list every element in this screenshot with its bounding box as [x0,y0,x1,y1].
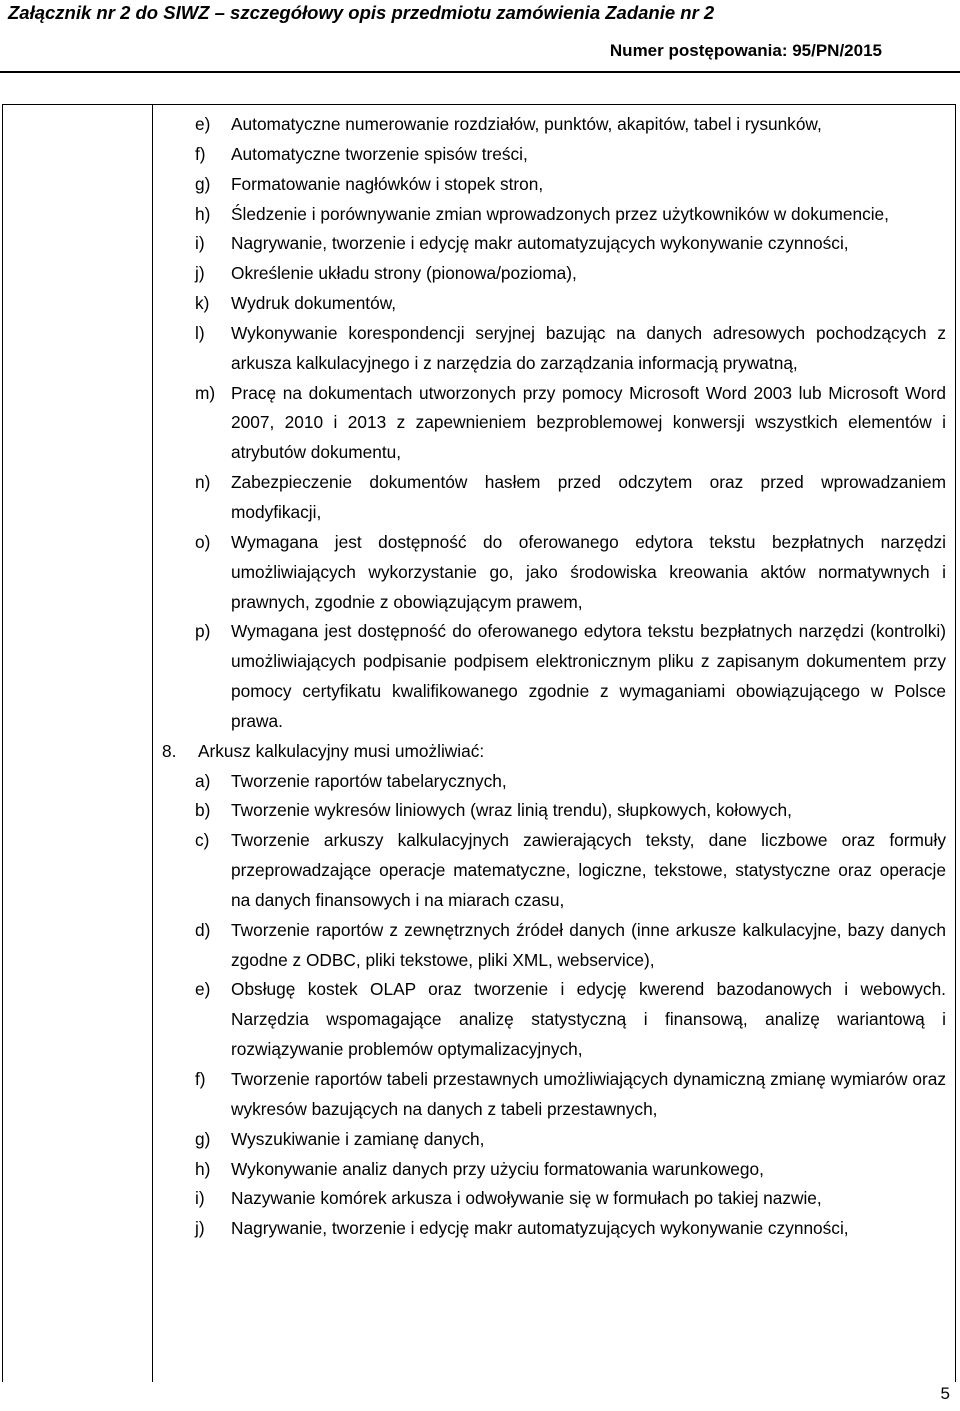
list-item-marker: h) [195,1158,211,1179]
list-item-text: Nagrywanie, tworzenie i edycję makr automatyzujących wykonywanie czynności, [231,1218,849,1239]
list-item [160,826,946,916]
list-item [160,975,946,1065]
list-item-text: Nagrywanie, tworzenie i edycję makr automatyzujących wykonywanie czynności, [231,233,849,254]
list-item-text: Wymagana jest dostępność do oferowanego edytora tekstu bezpłatnych narzędzi (kontrolki) umożliwiających podpisanie podpisem elektronicznym pliku z zapisanym dokumentem przy pomocy certyfikatu kwalifikowanego zgodnie z wymaganiami obowiązującego w Polsce prawa. [231,621,946,731]
list-item-text: Nazywanie komórek arkusza i odwoływanie się w formułach po takiej nazwie, [231,1188,822,1209]
list-item [160,110,946,140]
page-number: 5 [940,1384,950,1403]
list-item-marker: n) [195,472,211,493]
list-item-text: Wykonywanie analiz danych przy użyciu formatowania warunkowego, [231,1158,764,1179]
list-item-text: Tworzenie arkuszy kalkulacyjnych zawierających teksty, dane liczbowe oraz formuły przeprowadzające operacje matematyczne, logiczne, tekstowe, statystyczne oraz operacje na danych finansowych i na miarach czasu, [231,830,946,910]
list-item-marker: d) [195,919,211,940]
list-item-marker: k) [195,293,210,314]
list-item [160,1125,946,1155]
list-item [160,796,946,826]
section-heading [160,737,946,767]
header-rule [0,71,960,73]
list-item [160,767,946,797]
table-content-cell [160,110,946,1244]
procedure-number: Numer postępowania: 95/PN/2015 [609,41,882,60]
list-item-marker: o) [195,531,211,552]
list-item [160,916,946,976]
document-header-title: Załącznik nr 2 do SIWZ – szczegółowy opis przedmiotu zamówienia Zadanie nr 2 [8,2,715,23]
list-item-text: Tworzenie raportów tabeli przestawnych umożliwiających dynamiczną zmianę wymiarów oraz wykresów bazujących na danych z tabeli przestawnych, [231,1069,946,1119]
list-item-marker: l) [195,322,205,343]
list-item [160,259,946,289]
list-item-text: Wykonywanie korespondencji seryjnej bazując na danych adresowych pochodzących z arkusza kalkulacyjnego i z narzędzia do zarządzania informacją prywatną, [231,322,946,373]
list-item-marker: j) [195,1218,205,1239]
list-item-marker: i) [195,1188,205,1209]
list-item-text: Śledzenie i porównywanie zmian wprowadzonych przez użytkowników w dokumencie, [231,203,889,224]
section-marker: 8. [162,740,177,761]
table-column-divider [152,104,153,1382]
list-item-marker: e) [195,979,211,1000]
list-item [160,229,946,259]
list-item-marker: a) [195,770,211,791]
list-item-marker: m) [195,382,216,403]
list-item [160,140,946,170]
list-item-text: Wydruk dokumentów, [231,293,397,314]
list-item-marker: g) [195,1128,211,1149]
list-item-text: Automatyczne tworzenie spisów treści, [231,143,528,164]
list-item-marker: p) [195,621,211,642]
list-item-text: Wyszukiwanie i zamianę danych, [231,1128,485,1149]
list-item-text: Tworzenie raportów tabelarycznych, [231,770,507,791]
list-item-text: Pracę na dokumentach utworzonych przy pomocy Microsoft Word 2003 lub Microsoft Word 2007, 2010 i 2013 z zapewnieniem bezproblemowej konwersji wszystkich elementów i atrybutów dokumentu, [231,382,946,463]
list-item [160,289,946,319]
list-item [160,528,946,618]
list-item-marker: c) [195,830,210,851]
list-item-marker: f) [195,143,206,164]
list-item [160,170,946,200]
list-item-text: Określenie układu strony (pionowa/pozioma), [231,263,577,284]
list-item-text: Formatowanie nagłówków i stopek stron, [231,173,544,194]
word-processor-feature-list [160,110,946,737]
list-item-text: Zabezpieczenie dokumentów hasłem przed odczytem oraz przed wprowadzaniem modyfikacji, [231,472,946,522]
list-item-marker: e) [195,114,211,134]
list-item [160,319,946,379]
list-item [160,468,946,528]
list-item-marker: j) [195,263,205,284]
list-item-text: Obsługę kostek OLAP oraz tworzenie i edycję kwerend bazodanowych i webowych. Narzędzia wspomagające analizę statystyczną i finansową, analizę wariantową i rozwiązywanie problemów optymalizacyjnych, [231,979,946,1060]
list-item [160,1214,946,1244]
spreadsheet-feature-list [160,767,946,1245]
list-item [160,1184,946,1214]
list-item-marker: b) [195,800,211,821]
list-item-text: Automatyczne numerowanie rozdziałów, punktów, akapitów, tabel i rysunków, [231,114,822,134]
list-item-text: Tworzenie raportów z zewnętrznych źródeł danych (inne arkusze kalkulacyjne, bazy danych zgodne z ODBC, pliki tekstowe, pliki XML, webservice), [231,919,946,970]
list-item [160,379,946,469]
list-item [160,200,946,230]
list-item-marker: h) [195,203,211,224]
list-item-text: Tworzenie wykresów liniowych (wraz linią trendu), słupkowych, kołowych, [231,800,792,821]
list-item-marker: f) [195,1069,206,1089]
section-text: Arkusz kalkulacyjny musi umożliwiać: [198,740,485,761]
list-item-marker: g) [195,173,211,194]
list-item [160,1155,946,1185]
list-item [160,617,946,736]
list-item [160,1065,946,1125]
list-item-text: Wymagana jest dostępność do oferowanego edytora tekstu bezpłatnych narzędzi umożliwiających wykorzystanie go, jako środowiska kreowania aktów normatywnych i prawnych, zgodnie z obowiązującym prawem, [231,531,946,612]
list-item-marker: i) [195,233,205,254]
